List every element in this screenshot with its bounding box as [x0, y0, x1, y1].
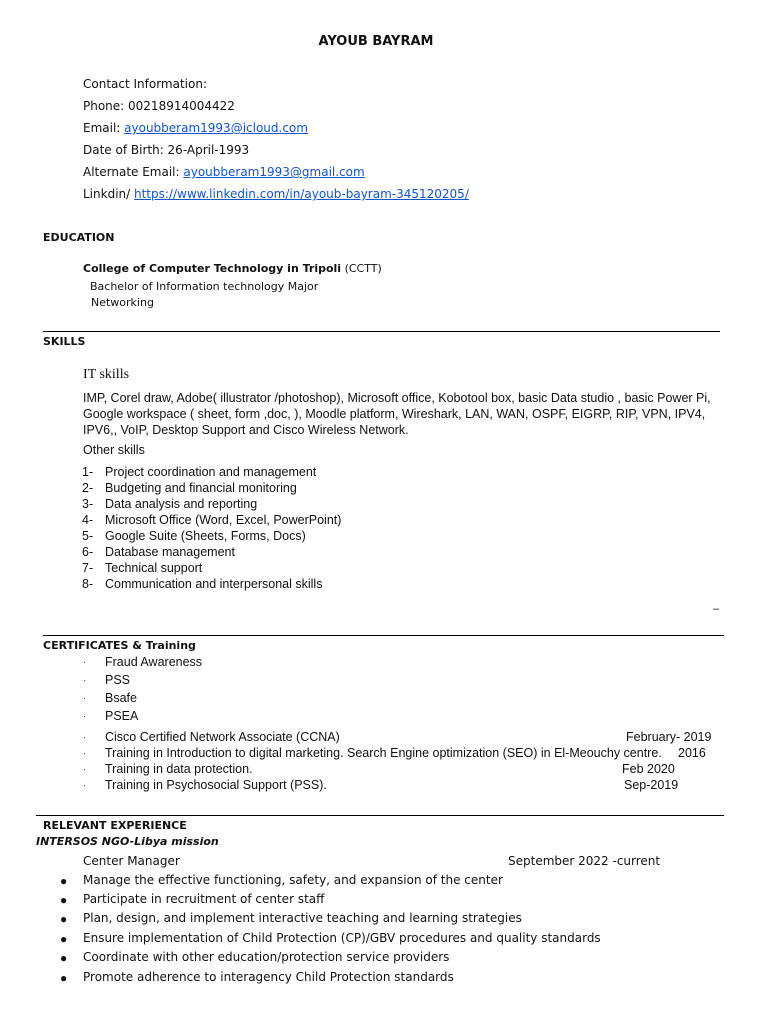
it-skills-line: IMP, Corel draw, Adobe( illustrator /photoshop), Microsoft office, Kobotool box, basic Data studio , basic Power Pi,	[83, 391, 711, 405]
education-degree: Bachelor of Information technology Major	[90, 280, 319, 293]
experience-period: September 2022 -current	[508, 854, 661, 868]
other-skill-number: 4-	[82, 513, 94, 527]
education-major: Networking	[91, 296, 154, 309]
other-skill-number: 2-	[82, 481, 94, 495]
certificate-bullet: ·	[83, 764, 86, 774]
duty-bullet: ●	[60, 951, 68, 965]
other-skill-number: 5-	[82, 529, 94, 543]
certificate-bullet: ·	[83, 780, 86, 790]
certificate-item: Cisco Certified Network Associate (CCNA)	[105, 730, 340, 744]
alt-email-link[interactable]: ayoubberam1993@gmail.com	[183, 165, 365, 179]
other-skill-text: Google Suite (Sheets, Forms, Docs)	[105, 529, 306, 543]
trailing-dash: –	[713, 603, 720, 615]
certificate-date: 2016	[678, 746, 706, 760]
contact-linkedin-row	[83, 187, 469, 201]
contact-email-row	[83, 121, 308, 135]
experience-org: INTERSOS NGO-Libya mission	[36, 835, 219, 848]
certificate-item: Bsafe	[105, 691, 137, 705]
certificates-divider	[43, 635, 724, 636]
certificate-item: Training in Psychosocial Support (PSS).	[105, 778, 327, 792]
certificate-bullet: ·	[83, 693, 86, 703]
skills-divider	[43, 331, 720, 332]
skills-heading: SKILLS	[43, 335, 86, 348]
contact-heading: Contact Information:	[83, 77, 208, 91]
duty-item: Manage the effective functioning, safety, and expansion of the center	[83, 873, 503, 887]
it-skills-title: IT skills	[83, 367, 130, 382]
email-label: Email:	[83, 121, 125, 135]
other-skill-text: Project coordination and management	[105, 465, 317, 479]
certificate-item: Training in data protection.	[105, 762, 253, 776]
other-skill-text: Communication and interpersonal skills	[105, 577, 323, 591]
duty-bullet: ●	[60, 893, 68, 907]
certificate-item: PSS	[105, 673, 131, 687]
other-skill-text: Data analysis and reporting	[105, 497, 258, 511]
it-skills-line: IPV6,, VoIP, Desktop Support and Cisco Wireless Network.	[83, 423, 409, 437]
certificate-date: Sep-2019	[624, 778, 679, 792]
contact-alt-email-row	[83, 165, 365, 179]
certificate-item: Training in Introduction to digital marketing. Search Engine optimization (SEO) in El-Meouchy centre.	[105, 746, 662, 760]
duty-bullet: ●	[60, 874, 68, 888]
other-skills-title: Other skills	[83, 443, 145, 457]
it-skills-line: Google workspace ( sheet, form ,doc, ), Moodle platform, Wireshark, LAN, WAN, OSPF, EIGRP, RIP, VPN, IPV4,	[83, 407, 706, 421]
email-link[interactable]: ayoubberam1993@icloud.com	[124, 121, 308, 135]
other-skill-number: 8-	[82, 577, 94, 591]
experience-divider	[36, 815, 724, 816]
other-skill-text: Budgeting and financial monitoring	[105, 481, 297, 495]
certificate-item: PSEA	[105, 709, 139, 723]
duty-bullet: ●	[60, 971, 68, 985]
experience-role: Center Manager	[83, 854, 180, 868]
duty-item: Plan, design, and implement interactive teaching and learning strategies	[83, 911, 522, 925]
experience-heading: RELEVANT EXPERIENCE	[43, 819, 187, 832]
education-college	[83, 262, 382, 275]
resume-name: AYOUB BAYRAM	[318, 34, 434, 49]
contact-dob: Date of Birth: 26-April-1993	[83, 143, 250, 157]
college-abbr: (CCTT)	[341, 262, 382, 275]
other-skill-text: Technical support	[105, 561, 203, 575]
certificate-date: February- 2019	[626, 730, 712, 744]
certificate-item: Fraud Awareness	[105, 655, 203, 669]
other-skill-number: 6-	[82, 545, 94, 559]
certificate-date: Feb 2020	[622, 762, 675, 776]
duty-item: Ensure implementation of Child Protection (CP)/GBV procedures and quality standards	[83, 931, 601, 945]
certificate-bullet: ·	[83, 748, 86, 758]
education-heading: EDUCATION	[43, 231, 115, 244]
alt-email-label: Alternate Email:	[83, 165, 184, 179]
linkedin-link[interactable]: https://www.linkedin.com/in/ayoub-bayram-345120205/	[134, 187, 469, 201]
other-skill-text: Database management	[105, 545, 235, 559]
duty-bullet: ●	[60, 932, 68, 946]
linkedin-label: Linkdin/	[83, 187, 134, 201]
duty-bullet: ●	[60, 912, 68, 926]
duty-item: Promote adherence to interagency Child Protection standards	[83, 970, 454, 984]
certificate-bullet: ·	[83, 711, 86, 721]
other-skill-number: 1-	[82, 465, 94, 479]
other-skill-text: Microsoft Office (Word, Excel, PowerPoint)	[105, 513, 342, 527]
other-skill-number: 3-	[82, 497, 94, 511]
certificate-bullet: ·	[83, 732, 86, 742]
duty-item: Participate in recruitment of center staff	[83, 892, 325, 906]
other-skill-number: 7-	[82, 561, 94, 575]
certificate-bullet: ·	[83, 675, 86, 685]
certificate-bullet: ·	[83, 657, 86, 667]
certificates-heading: CERTIFICATES & Training	[43, 639, 196, 652]
duty-item: Coordinate with other education/protection service providers	[83, 950, 450, 964]
college-name: College of Computer Technology in Tripoli	[83, 262, 342, 275]
contact-phone: Phone: 00218914004422	[83, 99, 235, 113]
